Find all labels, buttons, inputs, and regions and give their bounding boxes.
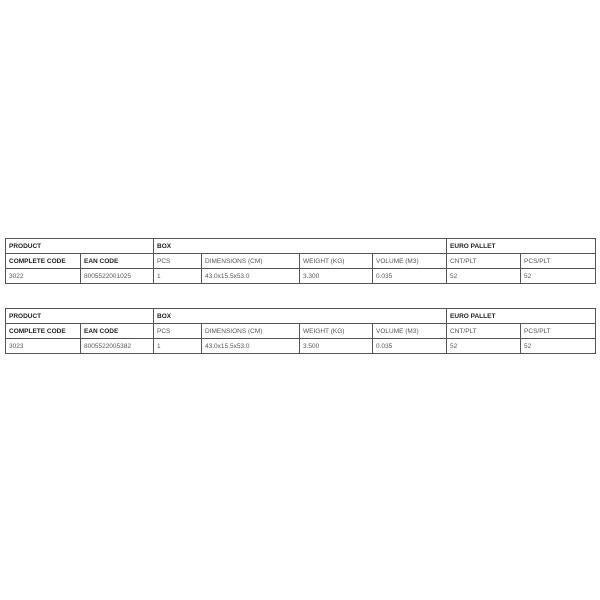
cell-cnt-plt: 52	[447, 269, 521, 284]
cell-ean-code: 8005522005382	[81, 339, 154, 354]
column-header-ean-code: EAN CODE	[81, 254, 154, 269]
group-header-row	[6, 239, 596, 254]
column-header-weight: WEIGHT (KG)	[300, 254, 373, 269]
cell-complete-code: 3023	[6, 339, 81, 354]
group-header-box: BOX	[154, 309, 447, 324]
column-header-weight: WEIGHT (KG)	[300, 324, 373, 339]
column-header-complete-code: COMPLETE CODE	[6, 254, 81, 269]
column-header-complete-code: COMPLETE CODE	[6, 324, 81, 339]
cell-pcs-plt: 52	[521, 339, 596, 354]
column-header-pcs-plt: PCS/PLT	[521, 254, 596, 269]
group-header-product: PRODUCT	[6, 239, 154, 254]
column-header-dimensions: DIMENSIONS (CM)	[202, 324, 300, 339]
cell-dimensions: 43.0x15.5x53.0	[202, 339, 300, 354]
group-header-box: BOX	[154, 239, 447, 254]
column-header-volume: VOLUME (M3)	[373, 324, 447, 339]
cell-pcs: 1	[154, 269, 202, 284]
cell-pcs: 1	[154, 339, 202, 354]
column-header-cnt-plt: CNT/PLT	[447, 324, 521, 339]
column-header-pcs-plt: PCS/PLT	[521, 324, 596, 339]
cell-weight: 3.500	[300, 339, 373, 354]
cell-volume: 0.035	[373, 269, 447, 284]
table-row	[6, 339, 596, 354]
spec-table	[5, 308, 596, 354]
column-header-row	[6, 324, 596, 339]
column-header-dimensions: DIMENSIONS (CM)	[202, 254, 300, 269]
group-header-row	[6, 309, 596, 324]
column-header-ean-code: EAN CODE	[81, 324, 154, 339]
column-header-volume: VOLUME (M3)	[373, 254, 447, 269]
group-header-euro-pallet: EURO PALLET	[447, 239, 596, 254]
cell-pcs-plt: 52	[521, 269, 596, 284]
cell-ean-code: 8005522001025	[81, 269, 154, 284]
table-row	[6, 269, 596, 284]
column-header-row	[6, 254, 596, 269]
cell-cnt-plt: 52	[447, 339, 521, 354]
cell-volume: 0.035	[373, 339, 447, 354]
cell-complete-code: 3022	[6, 269, 81, 284]
group-header-euro-pallet: EURO PALLET	[447, 309, 596, 324]
cell-dimensions: 43.0x15.5x53.0	[202, 269, 300, 284]
column-header-cnt-plt: CNT/PLT	[447, 254, 521, 269]
column-header-pcs: PCS	[154, 254, 202, 269]
group-header-product: PRODUCT	[6, 309, 154, 324]
column-header-pcs: PCS	[154, 324, 202, 339]
cell-weight: 3.300	[300, 269, 373, 284]
spec-table	[5, 238, 596, 284]
